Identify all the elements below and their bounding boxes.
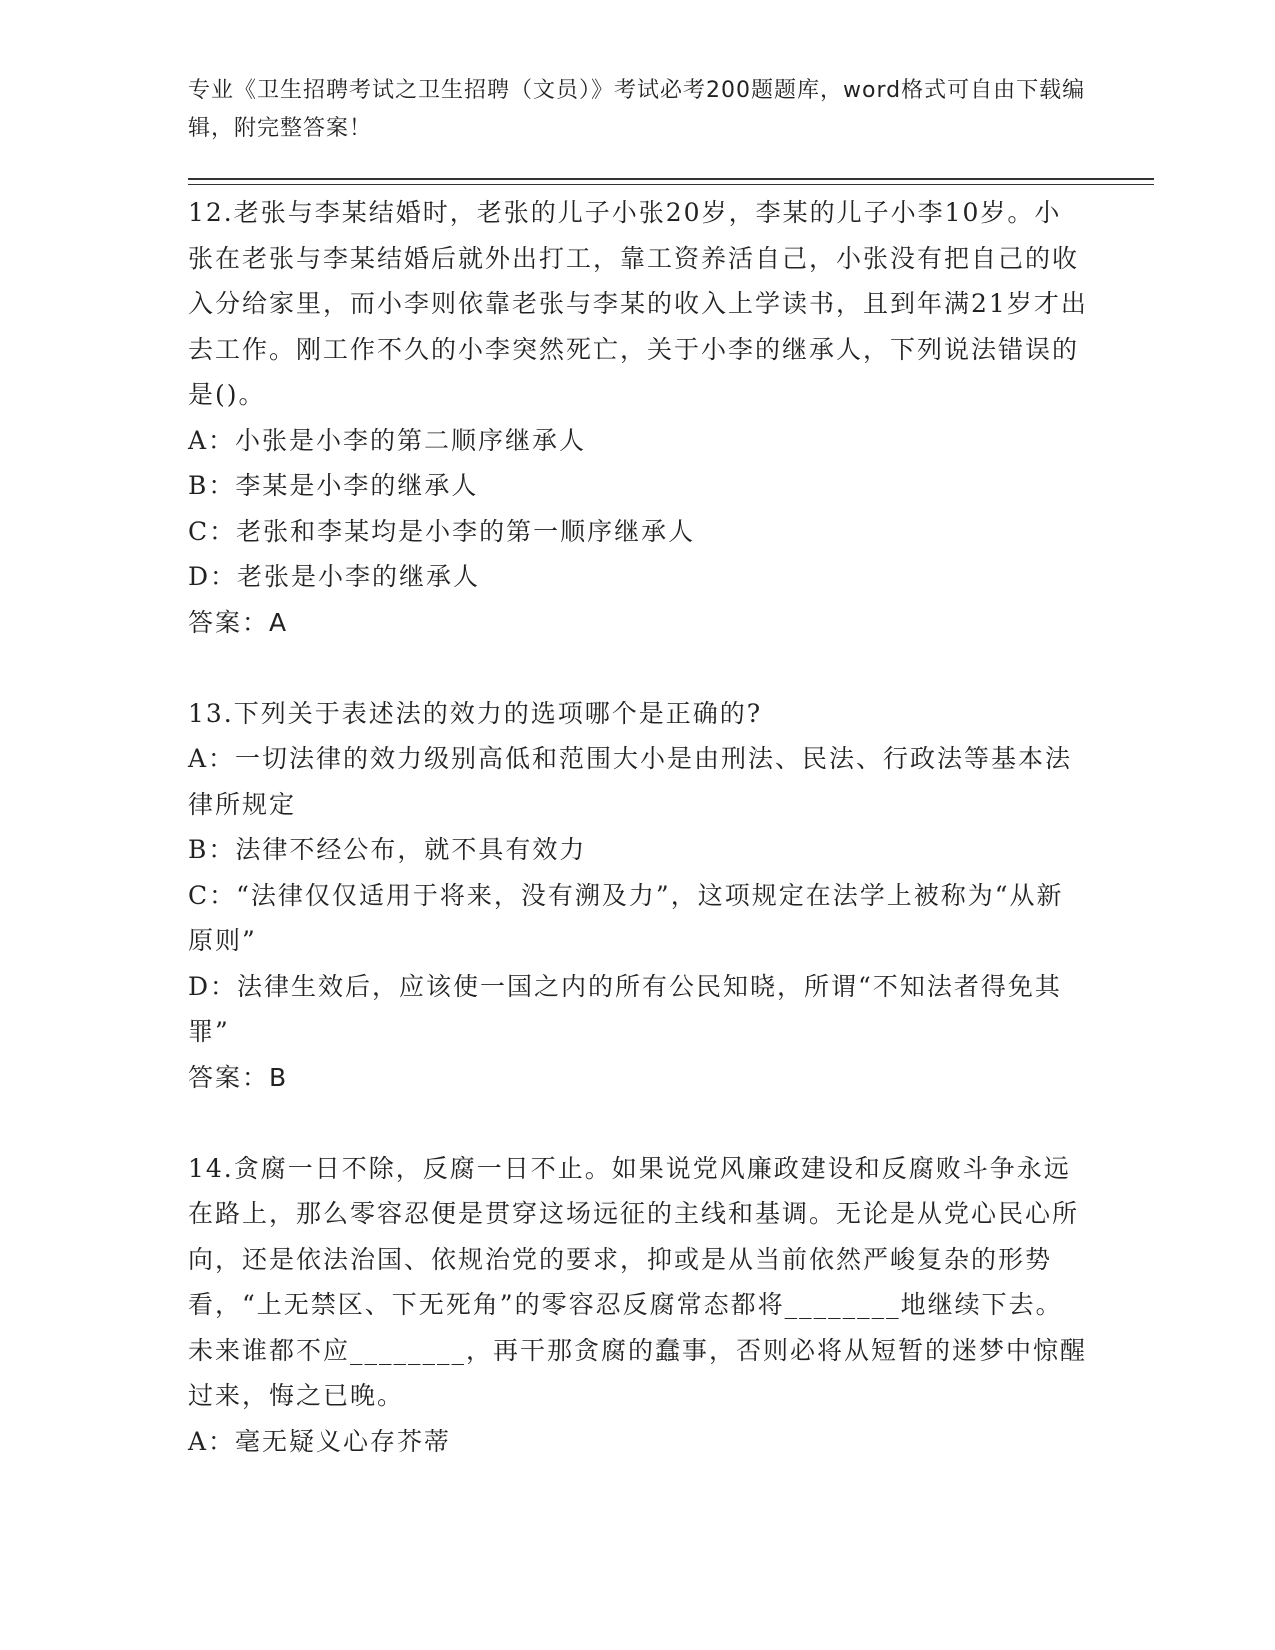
option-a: A：小张是小李的第二顺序继承人: [188, 425, 587, 455]
question-stem: 12.老张与李某结婚时，老张的儿子小张20岁，李某的儿子小李10岁。小张在老张与李某结婚后就外出打工，靠工资养活自己，小张没有把自己的收入分给家里，而小李则依靠老张与李某的收入上学读书，且到年满21岁才出去工作。刚工作不久的小李突然死亡，关于小李的继承人，下列说法错误的是()。: [188, 198, 1088, 409]
question-14: [188, 1146, 1088, 1465]
option-a: A：一切法律的效力级别高低和范围大小是由刑法、民法、行政法等基本法律所规定: [188, 744, 1073, 819]
answer-label: 答案：A: [188, 607, 289, 637]
answer-label: 答案：B: [188, 1062, 289, 1092]
option-d: D：老张是小李的继承人: [188, 562, 481, 591]
option-c: C：老张和李某均是小李的第一顺序继承人: [188, 516, 696, 546]
question-13: [188, 691, 1088, 1101]
question-12: [188, 190, 1088, 645]
option-c: C：“法律仅仅适用于将来，没有溯及力”，这项规定在法学上被称为“从新原则”: [188, 880, 1064, 955]
option-b: B：法律不经公布，就不具有效力: [188, 835, 587, 864]
option-d: D：法律生效后，应该使一国之内的所有公民知晓，所谓“不知法者得免其罪”: [188, 971, 1062, 1046]
option-b: B：李某是小李的继承人: [188, 471, 479, 500]
question-stem: 14.贪腐一日不除，反腐一日不止。如果说党风廉政建设和反腐败斗争永远在路上，那么零容忍便是贯穿这场远征的主线和基调。无论是从党心民心所向，还是依法治国、依规治党的要求，抑或是从当前依然严峻复杂的形势看，“上无禁区、下无死角”的零容忍反腐常态都将________地继续下去。未来谁都不应________，再干那贪腐的蠢事，否则必将从短暂的迷梦中惊醒过来，悔之已晚。: [188, 1153, 1088, 1410]
option-a: A：毫无疑义心存芥蒂: [188, 1426, 452, 1456]
header-rule-thin: [188, 184, 1154, 185]
question-stem: 13.下列关于表述法的效力的选项哪个是正确的?: [188, 698, 763, 728]
document-header: 专业《卫生招聘考试之卫生招聘（文员）》考试必考200题题库，word格式可自由下载编辑，附完整答案！: [188, 78, 1086, 141]
header-rule-thick: [188, 178, 1154, 180]
question-list: [188, 190, 1088, 1510]
